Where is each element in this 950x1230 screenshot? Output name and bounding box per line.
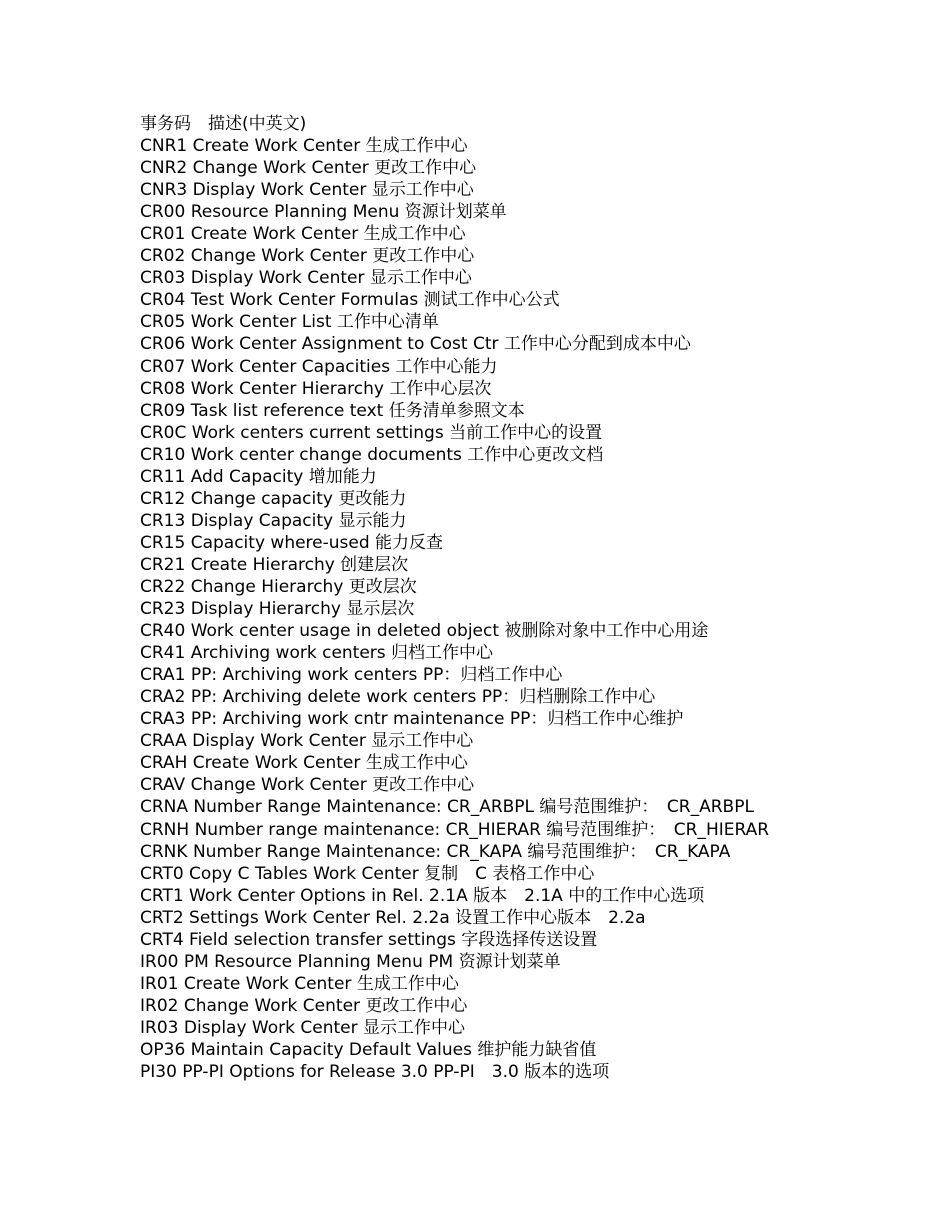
transaction-line: CRT0 Copy C Tables Work Center 复制 C 表格工作中心 xyxy=(140,863,595,884)
transaction-line: CRT2 Settings Work Center Rel. 2.2a 设置工作中心版本 2.2a xyxy=(140,907,646,928)
transaction-line: CR21 Create Hierarchy 创建层次 xyxy=(140,554,409,575)
transaction-line: CNR1 Create Work Center 生成工作中心 xyxy=(140,136,468,157)
transaction-line: CR02 Change Work Center 更改工作中心 xyxy=(140,246,475,267)
transaction-line: CR00 Resource Planning Menu 资源计划菜单 xyxy=(140,202,507,223)
transaction-line: CRA3 PP: Archiving work cntr maintenance PP：归档工作中心维护 xyxy=(140,709,684,730)
document-header: 事务码 描述(中英文) xyxy=(140,114,307,134)
document-body xyxy=(140,113,820,1083)
transaction-line: CRNA Number Range Maintenance: CR_ARBPL 编号范围维护： CR_ARBPL xyxy=(140,797,754,818)
transaction-line: CR13 Display Capacity 显示能力 xyxy=(140,510,407,531)
transaction-line: CR41 Archiving work centers 归档工作中心 xyxy=(140,643,494,664)
transaction-line: CRAH Create Work Center 生成工作中心 xyxy=(140,753,468,774)
transaction-line: CRA2 PP: Archiving delete work centers PP：归档删除工作中心 xyxy=(140,687,656,708)
transaction-line: CRT4 Field selection transfer settings 字段选择传送设置 xyxy=(140,929,598,950)
transaction-line: OP36 Maintain Capacity Default Values 维护能力缺省值 xyxy=(140,1039,597,1060)
transaction-line: CRAV Change Work Center 更改工作中心 xyxy=(140,775,475,796)
transaction-line: CR07 Work Center Capacities 工作中心能力 xyxy=(140,356,498,377)
transaction-line: CR08 Work Center Hierarchy 工作中心层次 xyxy=(140,378,492,399)
transaction-line: CR12 Change capacity 更改能力 xyxy=(140,488,407,509)
transaction-line: CR23 Display Hierarchy 显示层次 xyxy=(140,599,415,620)
transaction-line: CRNH Number range maintenance: CR_HIERAR 编号范围维护： CR_HIERAR xyxy=(140,819,770,840)
transaction-line: CR06 Work Center Assignment to Cost Ctr 工作中心分配到成本中心 xyxy=(140,334,691,355)
transaction-line: CRAA Display Work Center 显示工作中心 xyxy=(140,731,474,752)
transaction-line: CR05 Work Center List 工作中心清单 xyxy=(140,312,439,333)
transaction-line: CR40 Work center usage in deleted object 被删除对象中工作中心用途 xyxy=(140,621,709,642)
transaction-line: IR02 Change Work Center 更改工作中心 xyxy=(140,995,468,1016)
transaction-list xyxy=(140,135,820,1083)
transaction-line: CR15 Capacity where-used 能力反查 xyxy=(140,532,444,553)
transaction-line: CR0C Work centers current settings 当前工作中心的设置 xyxy=(140,422,603,443)
transaction-line: IR03 Display Work Center 显示工作中心 xyxy=(140,1017,466,1038)
transaction-line: CR10 Work center change documents 工作中心更改文档 xyxy=(140,444,604,465)
transaction-line: CR22 Change Hierarchy 更改层次 xyxy=(140,576,417,597)
transaction-line: CNR2 Change Work Center 更改工作中心 xyxy=(140,158,477,179)
transaction-line: CR04 Test Work Center Formulas 测试工作中心公式 xyxy=(140,290,560,311)
transaction-line: IR00 PM Resource Planning Menu PM 资源计划菜单 xyxy=(140,951,561,972)
transaction-line: IR01 Create Work Center 生成工作中心 xyxy=(140,973,459,994)
transaction-line: CR09 Task list reference text 任务清单参照文本 xyxy=(140,400,525,421)
transaction-line: CNR3 Display Work Center 显示工作中心 xyxy=(140,180,474,201)
transaction-line: CR11 Add Capacity 增加能力 xyxy=(140,466,377,487)
transaction-line: CR03 Display Work Center 显示工作中心 xyxy=(140,268,472,289)
transaction-line: CRNK Number Range Maintenance: CR_KAPA 编号范围维护： CR_KAPA xyxy=(140,841,731,862)
transaction-line: CRA1 PP: Archiving work centers PP：归档工作中心 xyxy=(140,665,563,686)
transaction-line: CR01 Create Work Center 生成工作中心 xyxy=(140,224,466,245)
transaction-line: CRT1 Work Center Options in Rel. 2.1A 版本 2.1A 中的工作中心选项 xyxy=(140,885,705,906)
transaction-line: PI30 PP-PI Options for Release 3.0 PP-PI 3.0 版本的选项 xyxy=(140,1062,610,1083)
